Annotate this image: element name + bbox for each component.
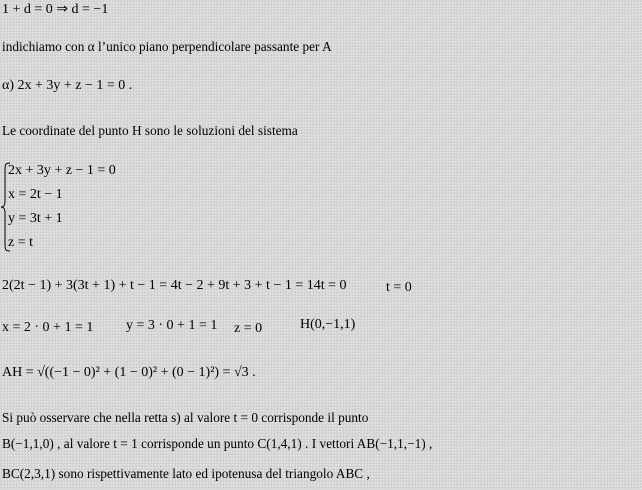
sentence-line-s: Si può osservare che nella retta s) al valore t = 0 corrisponde il punto bbox=[2, 410, 369, 425]
sentence-plane-alpha: indichiamo con α l’unico piano perpendicolare passante per A bbox=[2, 39, 332, 54]
point-h: H(0,−1,1) bbox=[300, 317, 356, 332]
sentence-coordinates-h: Le coordinate del punto H sono le soluzioni del sistema bbox=[2, 123, 298, 138]
sentence-triangle-abc: BC(2,3,1) sono rispettivamente lato ed ipotenusa del triangolo ABC , bbox=[2, 466, 370, 481]
system-eq-2: x = 2t − 1 bbox=[8, 187, 63, 202]
value-x: x = 2 · 0 + 1 = 1 bbox=[2, 320, 94, 335]
system-eq-1: 2x + 3y + z − 1 = 0 bbox=[8, 163, 116, 178]
equation-distance-ah: AH = √((−1 − 0)² + (1 − 0)² + (0 − 1)²) = √3 . bbox=[2, 365, 256, 380]
equation-plane-alpha: α) 2x + 3y + z − 1 = 0 . bbox=[2, 78, 133, 93]
equation-solve-t: 2(2t − 1) + 3(3t + 1) + t − 1 = 4t − 2 + 9t + 3 + t − 1 = 14t = 0 bbox=[2, 278, 347, 293]
value-y: y = 3 · 0 + 1 = 1 bbox=[126, 318, 218, 333]
value-t: t = 0 bbox=[386, 280, 412, 295]
value-z: z = 0 bbox=[234, 321, 263, 336]
equation-d: 1 + d = 0 ⇒ d = −1 bbox=[2, 2, 109, 17]
sentence-points-vectors: B(−1,1,0) , al valore t = 1 corrisponde un punto C(1,4,1) . I vettori AB(−1,1,−1) , bbox=[2, 436, 433, 451]
system-eq-4: z = t bbox=[8, 235, 33, 250]
system-eq-3: y = 3t + 1 bbox=[8, 211, 63, 226]
